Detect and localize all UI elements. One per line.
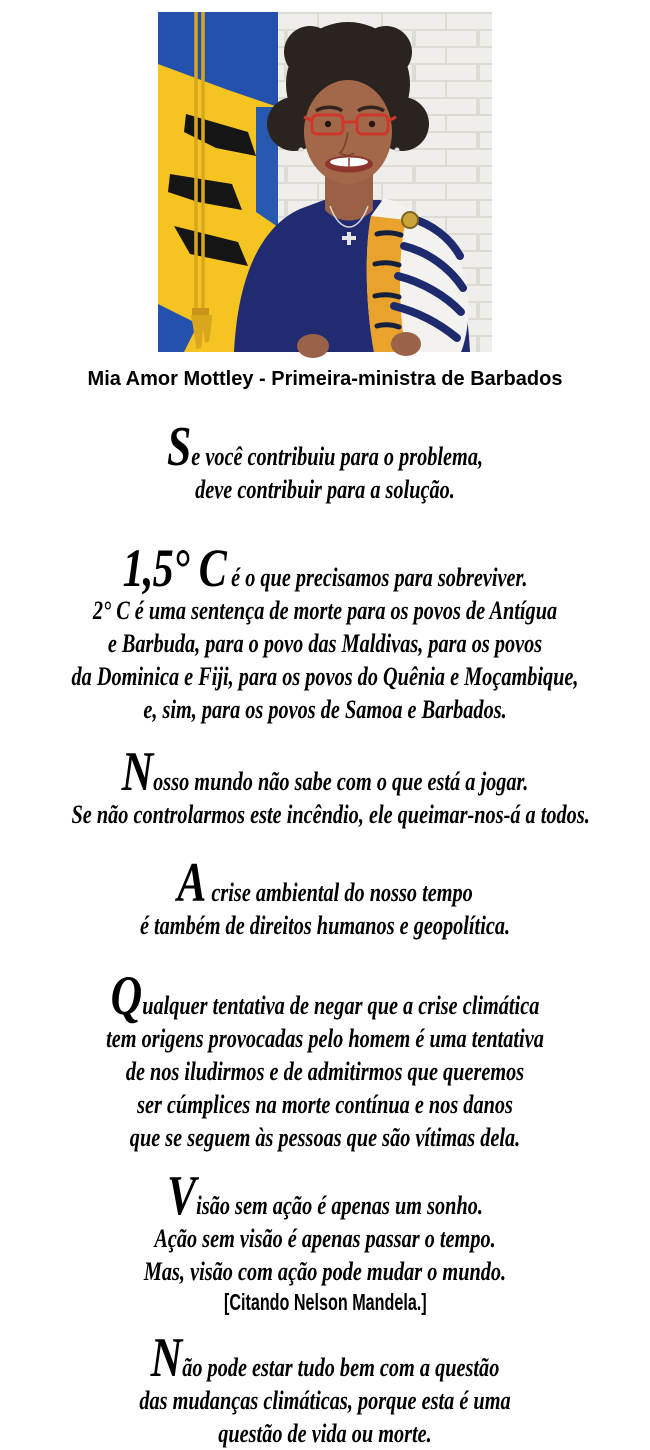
quote-7 bbox=[72, 1327, 579, 1450]
portrait-illustration bbox=[158, 12, 492, 352]
quote-4 bbox=[72, 852, 579, 942]
quote-initial: Q bbox=[110, 965, 143, 1027]
quote-initial: S bbox=[166, 416, 192, 478]
quote-6 bbox=[72, 1165, 579, 1316]
quote-line: da Dominica e Fiji, para os povos do Quênia e Moçambique, bbox=[71, 662, 579, 691]
quote-line: Ação sem visão é apenas passar o tempo. bbox=[154, 1224, 496, 1253]
quote-line: Mas, visão com ação pode mudar o mundo. bbox=[143, 1257, 507, 1286]
quote-3 bbox=[71, 741, 590, 831]
quote-citation bbox=[72, 1288, 579, 1316]
quote-line: é também de direitos humanos e geopolítica. bbox=[139, 911, 511, 940]
quote-2 bbox=[71, 538, 579, 726]
quote-text: ão pode estar tudo bem com a questão bbox=[182, 1353, 500, 1382]
quote-line bbox=[72, 416, 579, 478]
quote-initial: N bbox=[150, 1327, 183, 1389]
page bbox=[0, 12, 650, 1448]
quote-line: deve contribuir para a solução. bbox=[195, 475, 455, 504]
quote-text: ualquer tentativa de negar que a crise climática bbox=[142, 991, 540, 1020]
quote-text: crise ambiental do nosso tempo bbox=[206, 878, 473, 907]
quote-text: e você contribuiu para o problema, bbox=[191, 442, 484, 471]
quote-line: e Barbuda, para o povo das Maldivas, para os povos bbox=[107, 629, 543, 658]
quote-line: de nos iludirmos e de admitirmos que queremos bbox=[125, 1057, 525, 1086]
quote-line bbox=[72, 1165, 579, 1227]
quote-5 bbox=[72, 965, 579, 1154]
quote-line bbox=[72, 852, 579, 914]
quote-text: osso mundo não sabe com o que está a jogar. bbox=[153, 767, 529, 796]
quote-line: que se seguem às pessoas que são vítimas dela. bbox=[129, 1123, 521, 1152]
quote-line: das mudanças climáticas, porque esta é uma bbox=[139, 1386, 511, 1415]
portrait-photo bbox=[158, 12, 492, 352]
quote-line: 2° C é uma sentença de morte para os povos de Antígua bbox=[92, 596, 558, 625]
quote-line bbox=[72, 538, 579, 598]
quote-line: Se não controlarmos este incêndio, ele queimar-nos-á a todos. bbox=[71, 800, 590, 829]
quote-line bbox=[72, 965, 579, 1027]
quote-initial: V bbox=[167, 1165, 197, 1227]
quote-initial: A bbox=[177, 852, 207, 914]
quote-line: tem origens provocadas pelo homem é uma tentativa bbox=[106, 1024, 544, 1053]
quote-line: ser cúmplices na morte contínua e nos danos bbox=[137, 1090, 513, 1119]
quote-line: questão de vida ou morte. bbox=[218, 1419, 432, 1448]
brooch bbox=[402, 212, 418, 228]
photo-caption: Mia Amor Mottley - Primeira-ministra de Barbados bbox=[87, 368, 563, 390]
quote-text: isão sem ação é apenas um sonho. bbox=[196, 1191, 483, 1220]
quote-line: e, sim, para os povos de Samoa e Barbados. bbox=[143, 695, 507, 724]
quote-1 bbox=[72, 416, 579, 506]
quote-text: é o que precisamos para sobreviver. bbox=[226, 563, 528, 592]
citation-text: [Citando Nelson Mandela.] bbox=[223, 1289, 427, 1315]
quote-initial: 1,5° C bbox=[122, 538, 227, 598]
quote-initial: N bbox=[121, 741, 154, 803]
quote-line bbox=[72, 1327, 579, 1389]
quote-line bbox=[72, 741, 579, 803]
